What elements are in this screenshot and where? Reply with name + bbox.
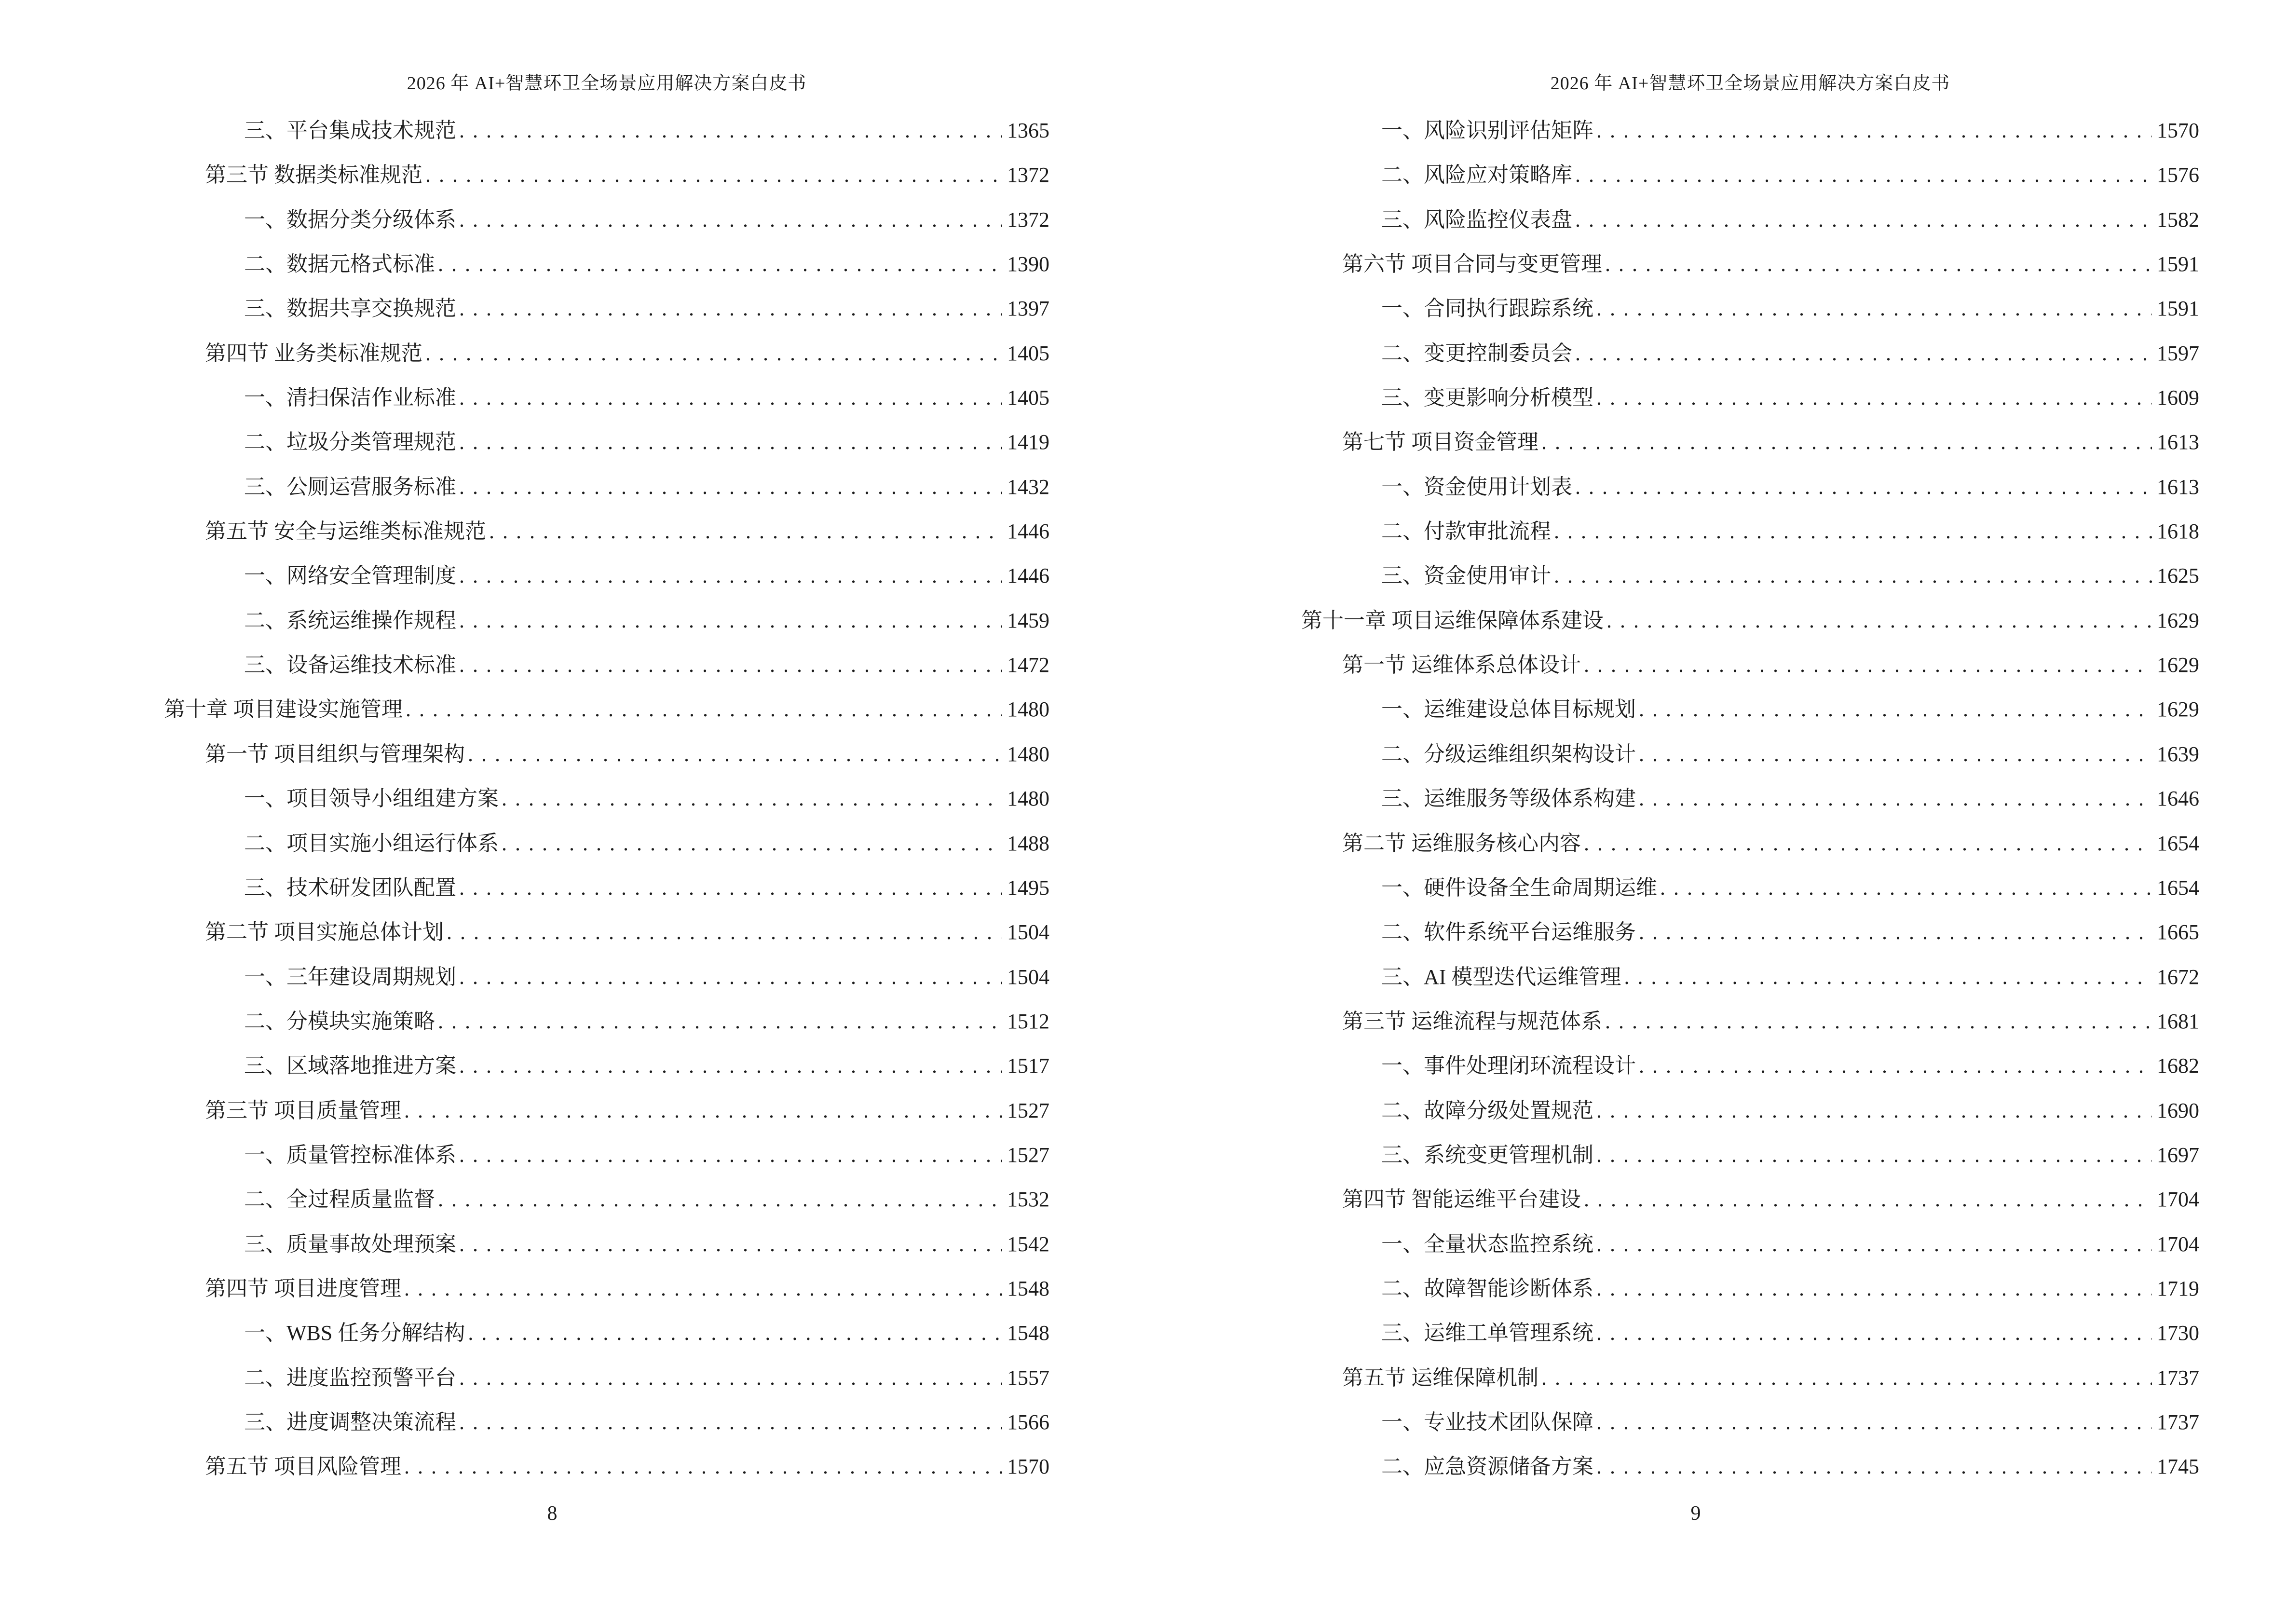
toc-entry-title: 一、三年建设周期规划 <box>244 965 456 989</box>
toc-entry-page-number: 1405 <box>1007 386 1049 410</box>
toc-entry-page-number: 1672 <box>2157 965 2199 989</box>
toc-entry-title: 二、系统运维操作规程 <box>244 608 456 632</box>
dot-leader <box>404 1089 1002 1133</box>
toc-entry[interactable] <box>164 1177 1049 1222</box>
toc-entry-page-number: 1446 <box>1007 519 1049 544</box>
dot-leader <box>1596 1267 2152 1311</box>
toc-entry-title: 三、AI 模型迭代运维管理 <box>1381 965 1621 989</box>
toc-entry-page-number: 1570 <box>2157 119 2199 142</box>
dot-leader <box>1639 777 2152 821</box>
toc-entry-title: 二、数据元格式标准 <box>244 252 435 276</box>
toc-entry[interactable] <box>1301 1133 2199 1177</box>
toc-entry-title: 第四节 项目进度管理 <box>205 1276 401 1300</box>
toc-entry[interactable] <box>164 643 1049 687</box>
toc-entry-title: 一、清扫保洁作业标准 <box>244 386 456 410</box>
running-header: 2026 年 AI+智慧环卫全场景应用解决方案白皮书 <box>1550 73 1950 94</box>
toc-entry[interactable] <box>1301 109 2199 153</box>
toc-entry-title: 一、资金使用计划表 <box>1381 475 1572 499</box>
dot-leader <box>489 509 1002 554</box>
toc-entry-title: 一、网络安全管理制度 <box>244 564 456 588</box>
toc-entry[interactable] <box>1301 287 2199 331</box>
dot-leader <box>459 955 1002 999</box>
dot-leader <box>1639 687 2152 732</box>
toc-entry-title: 一、风险识别评估矩阵 <box>1381 119 1593 142</box>
dot-leader <box>502 821 1002 866</box>
dot-leader <box>1596 287 2152 331</box>
toc-entry[interactable] <box>1301 198 2199 242</box>
toc-entry-title: 一、事件处理闭环流程设计 <box>1381 1054 1636 1078</box>
toc-entry-title: 一、运维建设总体目标规划 <box>1381 697 1636 722</box>
toc-entry-page-number: 1737 <box>2157 1365 2199 1390</box>
toc-entry-page-number: 1704 <box>2157 1187 2199 1212</box>
toc-entry-page-number: 1527 <box>1007 1143 1049 1167</box>
toc-entry[interactable] <box>164 1311 1049 1355</box>
toc-entry-title: 一、项目领导小组组建方案 <box>244 787 499 811</box>
toc-entry[interactable] <box>1301 331 2199 376</box>
toc-entry-title: 第一节 项目组织与管理架构 <box>205 742 465 766</box>
toc-entry[interactable] <box>164 1400 1049 1445</box>
dot-leader <box>1596 1400 2152 1445</box>
toc-entry-title: 二、分级运维组织架构设计 <box>1381 742 1636 766</box>
toc-entry-page-number: 1745 <box>2157 1455 2199 1479</box>
toc-entry[interactable] <box>164 955 1049 999</box>
toc-entry-title: 第三节 数据类标准规范 <box>205 163 422 187</box>
toc-entry[interactable] <box>164 420 1049 464</box>
dot-leader <box>502 777 1002 821</box>
toc-entry[interactable] <box>164 153 1049 197</box>
dot-leader <box>1596 1222 2152 1267</box>
dot-leader <box>1624 955 2152 999</box>
dot-leader <box>1639 1044 2152 1088</box>
toc-entry-title: 二、应急资源储备方案 <box>1381 1455 1593 1479</box>
toc-entry-page-number: 1459 <box>1007 608 1049 632</box>
toc-entry-page-number: 1532 <box>1007 1187 1049 1212</box>
toc-entry-title: 三、系统变更管理机制 <box>1381 1143 1593 1167</box>
toc-entry[interactable] <box>1301 732 2199 777</box>
toc-entry-title: 一、硬件设备全生命周期运维 <box>1381 875 1657 900</box>
toc-entry-page-number: 1618 <box>2157 519 2199 544</box>
dot-leader <box>1596 1445 2152 1489</box>
dot-leader <box>1660 866 2152 910</box>
dot-leader <box>1596 1311 2152 1355</box>
dot-leader <box>459 465 1002 509</box>
toc-entry-title: 二、软件系统平台运维服务 <box>1381 920 1636 944</box>
toc-entry-title: 三、技术研发团队配置 <box>244 875 456 900</box>
toc-entry-title: 一、全量状态监控系统 <box>1381 1232 1593 1256</box>
toc-entry-page-number: 1737 <box>2157 1410 2199 1434</box>
toc-entry-page-number: 1504 <box>1007 965 1049 989</box>
dot-leader <box>459 866 1002 910</box>
dot-leader <box>1575 331 2152 376</box>
toc-entry[interactable] <box>1301 509 2199 554</box>
toc-entry-title: 第七节 项目资金管理 <box>1342 430 1538 454</box>
dot-leader <box>404 1267 1002 1311</box>
toc-entry-title: 二、垃圾分类管理规范 <box>244 430 456 454</box>
dot-leader <box>1541 1356 2152 1400</box>
toc-entry-title: 第一节 运维体系总体设计 <box>1342 653 1581 677</box>
toc-entry-title: 一、合同执行跟踪系统 <box>1381 297 1593 321</box>
toc-entry-title: 二、风险应对策略库 <box>1381 163 1572 187</box>
toc-entry-title: 第四节 业务类标准规范 <box>205 341 422 365</box>
toc-entry[interactable] <box>164 1222 1049 1267</box>
toc-entry-page-number: 1629 <box>2157 697 2199 722</box>
toc-entry[interactable] <box>164 821 1049 866</box>
toc-entry[interactable] <box>1301 1400 2199 1445</box>
toc-entry[interactable] <box>1301 687 2199 732</box>
dot-leader <box>1541 420 2152 464</box>
toc-entry-title: 二、进度监控预警平台 <box>244 1365 456 1390</box>
toc-entry-title: 三、运维工单管理系统 <box>1381 1321 1593 1345</box>
toc-entry-page-number: 1690 <box>2157 1098 2199 1122</box>
page-content <box>164 0 1049 1624</box>
dot-leader <box>459 1356 1002 1400</box>
dot-leader <box>1554 554 2152 598</box>
toc-entry-page-number: 1472 <box>1007 653 1049 677</box>
toc-entry-title: 第五节 项目风险管理 <box>205 1455 401 1479</box>
toc-entry-page-number: 1566 <box>1007 1410 1049 1434</box>
toc-entry-title: 三、变更影响分析模型 <box>1381 386 1593 410</box>
toc-entry[interactable] <box>164 999 1049 1044</box>
toc-entry[interactable] <box>164 554 1049 598</box>
toc-entry-title: 第二节 运维服务核心内容 <box>1342 831 1581 855</box>
toc-entry-page-number: 1542 <box>1007 1232 1049 1256</box>
dot-leader <box>459 1400 1002 1445</box>
toc-entry[interactable] <box>164 198 1049 242</box>
toc-entry-title: 三、数据共享交换规范 <box>244 297 456 321</box>
toc-entry[interactable] <box>1301 376 2199 420</box>
toc-entry[interactable] <box>1301 821 2199 866</box>
toc-entry[interactable] <box>164 1356 1049 1400</box>
toc-entry[interactable] <box>164 465 1049 509</box>
toc-entry-page-number: 1613 <box>2157 475 2199 499</box>
dot-leader <box>447 910 1002 955</box>
toc-entry-page-number: 1480 <box>1007 787 1049 811</box>
toc-entry-page-number: 1639 <box>2157 742 2199 766</box>
dot-leader <box>1575 153 2152 197</box>
dot-leader <box>459 554 1002 598</box>
dot-leader <box>459 1044 1002 1088</box>
dot-leader <box>1575 465 2152 509</box>
toc-entry[interactable] <box>1301 599 2199 643</box>
toc-entry-title: 二、项目实施小组运行体系 <box>244 831 499 855</box>
toc-entry-page-number: 1613 <box>2157 430 2199 454</box>
toc-entry-title: 二、付款审批流程 <box>1381 519 1551 544</box>
toc-entry-title: 第三节 项目质量管理 <box>205 1098 401 1122</box>
dot-leader <box>438 242 1002 287</box>
dot-leader <box>1606 599 2152 643</box>
toc-entry-page-number: 1730 <box>2157 1321 2199 1345</box>
toc-entry[interactable] <box>164 1267 1049 1311</box>
toc-entry[interactable] <box>1301 1356 2199 1400</box>
toc-entry-title: 一、WBS 任务分解结构 <box>244 1321 465 1345</box>
toc-entry-title: 一、数据分类分级体系 <box>244 207 456 232</box>
toc-entry-page-number: 1681 <box>2157 1009 2199 1033</box>
toc-entry-title: 二、分模块实施策略 <box>244 1009 435 1033</box>
toc-entry-page-number: 1591 <box>2157 252 2199 276</box>
toc-entry-page-number: 1365 <box>1007 119 1049 142</box>
toc-entry-page-number: 1654 <box>2157 875 2199 900</box>
toc-entry-title: 三、资金使用审计 <box>1381 564 1551 588</box>
dot-leader <box>459 287 1002 331</box>
toc-entry-page-number: 1390 <box>1007 252 1049 276</box>
toc-entry-title: 第三节 运维流程与规范体系 <box>1342 1009 1602 1033</box>
toc-entry[interactable] <box>1301 643 2199 687</box>
dot-leader <box>1605 242 2152 287</box>
toc-entry-page-number: 1512 <box>1007 1009 1049 1033</box>
toc-entry[interactable] <box>1301 1044 2199 1088</box>
dot-leader <box>459 1222 1002 1267</box>
toc-entry[interactable] <box>164 242 1049 287</box>
toc-entry[interactable] <box>164 866 1049 910</box>
toc-entry[interactable] <box>164 1133 1049 1177</box>
dot-leader <box>404 1445 1002 1489</box>
toc-entry-page-number: 1527 <box>1007 1098 1049 1122</box>
toc-entry[interactable] <box>1301 420 2199 464</box>
dot-leader <box>459 643 1002 687</box>
toc-entry[interactable] <box>164 376 1049 420</box>
dot-leader <box>468 1311 1002 1355</box>
dot-leader <box>1596 1089 2152 1133</box>
dot-leader <box>1584 643 2152 687</box>
toc-entry-page-number: 1654 <box>2157 831 2199 855</box>
toc-entry[interactable] <box>164 331 1049 376</box>
toc-entry-page-number: 1665 <box>2157 920 2199 944</box>
toc-entry-page-number: 1480 <box>1007 697 1049 722</box>
toc-entry-title: 二、故障智能诊断体系 <box>1381 1276 1593 1300</box>
dot-leader <box>1554 509 2152 554</box>
toc-entry[interactable] <box>1301 153 2199 197</box>
toc-entry-page-number: 1629 <box>2157 608 2199 632</box>
toc-entry-page-number: 1446 <box>1007 564 1049 588</box>
toc-entry[interactable] <box>164 1089 1049 1133</box>
dot-leader <box>1639 732 2152 777</box>
page-number: 9 <box>1690 1502 1701 1525</box>
toc-entry-page-number: 1697 <box>2157 1143 2199 1167</box>
toc-entry-page-number: 1629 <box>2157 653 2199 677</box>
toc-entry-title: 三、质量事故处理预案 <box>244 1232 456 1256</box>
toc-entry-page-number: 1591 <box>2157 297 2199 321</box>
toc-entry-title: 第六节 项目合同与变更管理 <box>1342 252 1602 276</box>
toc-entry-page-number: 1682 <box>2157 1054 2199 1078</box>
toc-entry-title: 一、专业技术团队保障 <box>1381 1410 1593 1434</box>
toc-entry-page-number: 1504 <box>1007 920 1049 944</box>
toc-entry[interactable] <box>164 1445 1049 1489</box>
dot-leader <box>1584 821 2152 866</box>
toc-entry-title: 第十章 项目建设实施管理 <box>164 697 403 722</box>
toc-entry[interactable] <box>1301 999 2199 1044</box>
toc-entry[interactable] <box>1301 1445 2199 1489</box>
toc-entry[interactable] <box>1301 465 2199 509</box>
toc-entry-page-number: 1495 <box>1007 875 1049 900</box>
toc-entry-title: 一、质量管控标准体系 <box>244 1143 456 1167</box>
toc-entry[interactable] <box>164 732 1049 777</box>
toc-entry-title: 三、公厕运营服务标准 <box>244 475 456 499</box>
toc-entry-title: 第十一章 项目运维保障体系建设 <box>1301 608 1604 632</box>
toc-entry[interactable] <box>1301 955 2199 999</box>
toc-entry-page-number: 1517 <box>1007 1054 1049 1078</box>
toc-entry-page-number: 1582 <box>2157 207 2199 232</box>
dot-leader <box>459 1133 1002 1177</box>
toc-entry-page-number: 1488 <box>1007 831 1049 855</box>
toc-entry-page-number: 1372 <box>1007 207 1049 232</box>
dot-leader <box>459 420 1002 464</box>
toc-entry-page-number: 1570 <box>1007 1455 1049 1479</box>
toc-entry[interactable] <box>1301 777 2199 821</box>
toc-entry[interactable] <box>1301 910 2199 955</box>
toc-entry-title: 三、平台集成技术规范 <box>244 119 456 142</box>
dot-leader <box>1605 999 2152 1044</box>
toc-entry-page-number: 1597 <box>2157 341 2199 365</box>
toc-entry[interactable] <box>1301 1311 2199 1355</box>
toc-entry[interactable] <box>1301 1177 2199 1222</box>
toc-entry[interactable] <box>164 599 1049 643</box>
toc-entry-page-number: 1557 <box>1007 1365 1049 1390</box>
toc-entry-title: 二、变更控制委员会 <box>1381 341 1572 365</box>
toc-entry-page-number: 1397 <box>1007 297 1049 321</box>
toc-entry-page-number: 1719 <box>2157 1276 2199 1300</box>
toc-entries <box>164 109 1049 1489</box>
toc-entry-title: 第四节 智能运维平台建设 <box>1342 1187 1581 1212</box>
toc-entry-title: 二、全过程质量监督 <box>244 1187 435 1212</box>
dot-leader <box>1596 1133 2152 1177</box>
dot-leader <box>459 109 1002 153</box>
toc-entry[interactable] <box>164 687 1049 732</box>
dot-leader <box>1596 376 2152 420</box>
toc-entry-page-number: 1704 <box>2157 1232 2199 1256</box>
toc-entry-title: 第五节 安全与运维类标准规范 <box>205 519 486 544</box>
toc-entry[interactable] <box>1301 242 2199 287</box>
dot-leader <box>468 732 1002 777</box>
toc-entry-page-number: 1419 <box>1007 430 1049 454</box>
dot-leader <box>406 687 1002 732</box>
toc-entry[interactable] <box>164 777 1049 821</box>
toc-entry-page-number: 1480 <box>1007 742 1049 766</box>
dot-leader <box>1596 109 2152 153</box>
dot-leader <box>1575 198 2152 242</box>
toc-page-right <box>1144 0 2287 1624</box>
toc-entry-page-number: 1576 <box>2157 163 2199 187</box>
dot-leader <box>438 999 1002 1044</box>
toc-entry[interactable] <box>164 910 1049 955</box>
page-content <box>1301 0 2199 1624</box>
toc-entry-title: 三、设备运维技术标准 <box>244 653 456 677</box>
dot-leader <box>425 153 1002 197</box>
toc-entry-page-number: 1548 <box>1007 1321 1049 1345</box>
page-number: 8 <box>547 1502 558 1525</box>
toc-entry[interactable] <box>164 287 1049 331</box>
running-header: 2026 年 AI+智慧环卫全场景应用解决方案白皮书 <box>407 73 807 94</box>
dot-leader <box>425 331 1002 376</box>
toc-entry-page-number: 1432 <box>1007 475 1049 499</box>
toc-entry-page-number: 1609 <box>2157 386 2199 410</box>
toc-entry[interactable] <box>1301 554 2199 598</box>
toc-entry-page-number: 1548 <box>1007 1276 1049 1300</box>
toc-entry-title: 三、风险监控仪表盘 <box>1381 207 1572 232</box>
dot-leader <box>459 376 1002 420</box>
toc-entry-title: 三、区域落地推进方案 <box>244 1054 456 1078</box>
toc-entry-title: 二、故障分级处置规范 <box>1381 1098 1593 1122</box>
toc-entry[interactable] <box>1301 866 2199 910</box>
toc-entry[interactable] <box>164 509 1049 554</box>
toc-entry[interactable] <box>164 109 1049 153</box>
toc-entry[interactable] <box>1301 1267 2199 1311</box>
toc-entry[interactable] <box>1301 1089 2199 1133</box>
toc-entries <box>1301 109 2199 1489</box>
dot-leader <box>459 599 1002 643</box>
toc-entry-page-number: 1625 <box>2157 564 2199 588</box>
toc-entry[interactable] <box>1301 1222 2199 1267</box>
dot-leader <box>1584 1177 2152 1222</box>
dot-leader <box>1639 910 2152 955</box>
toc-entry-title: 第二节 项目实施总体计划 <box>205 920 444 944</box>
dot-leader <box>438 1177 1002 1222</box>
toc-entry-title: 三、进度调整决策流程 <box>244 1410 456 1434</box>
toc-entry-page-number: 1405 <box>1007 341 1049 365</box>
dot-leader <box>459 198 1002 242</box>
toc-entry-page-number: 1372 <box>1007 163 1049 187</box>
toc-entry-title: 三、运维服务等级体系构建 <box>1381 787 1636 811</box>
toc-entry[interactable] <box>164 1044 1049 1088</box>
toc-entry-title: 第五节 运维保障机制 <box>1342 1365 1538 1390</box>
toc-entry-page-number: 1646 <box>2157 787 2199 811</box>
